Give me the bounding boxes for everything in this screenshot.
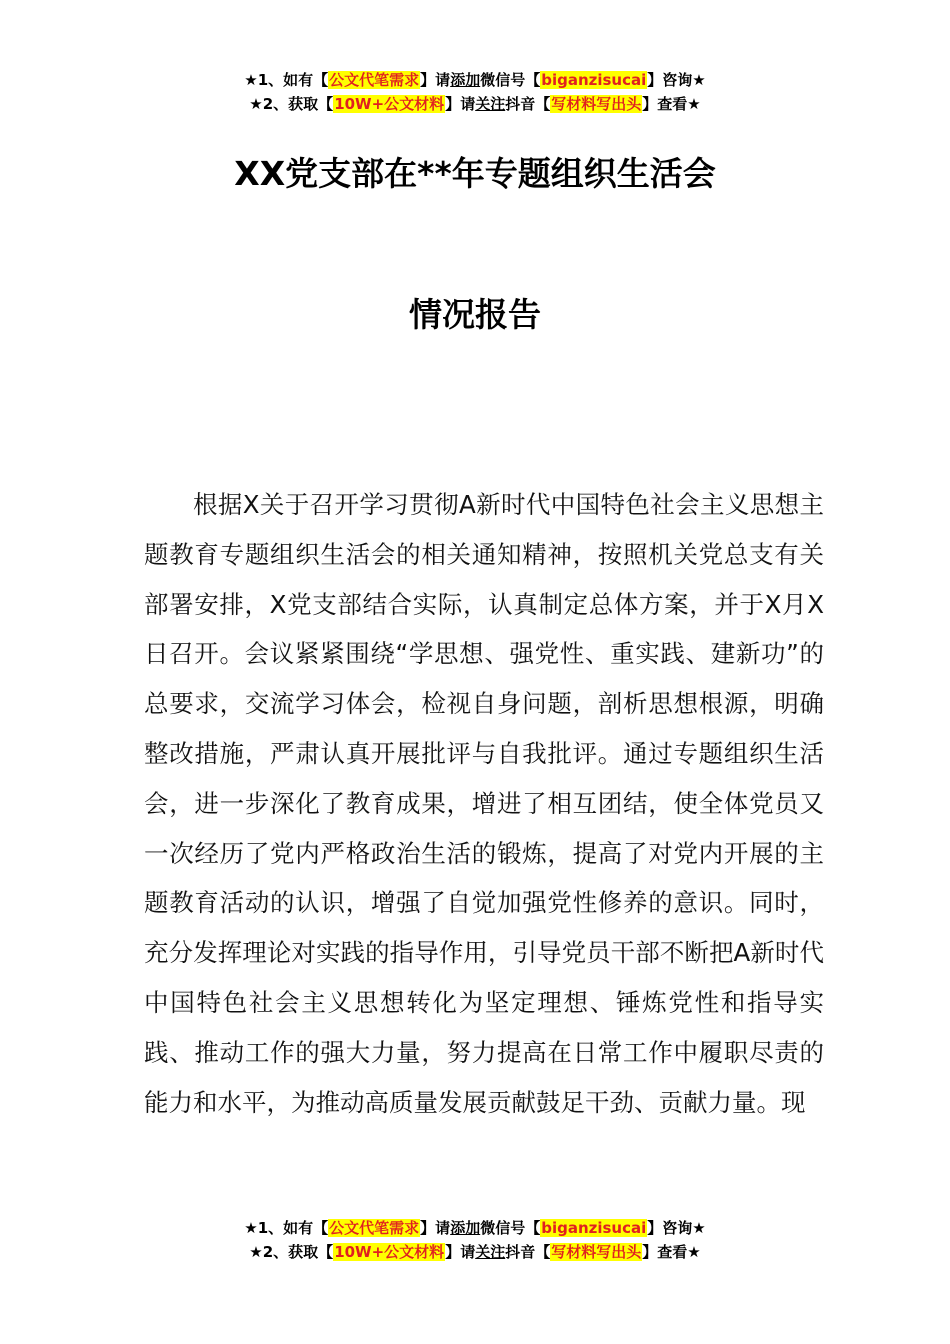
banner-text: 微信号【 [480,1219,541,1237]
header-banner [0,68,950,116]
banner-text: ★2、获取【 [249,95,334,113]
wechat-id: biganzisucai [541,1219,647,1237]
highlight-text: 10W+公文材料 [334,95,445,113]
banner-text: 】请 [445,1243,476,1261]
banner-text: 】查看★ [642,95,701,113]
banner-text: 】咨询★ [647,1219,706,1237]
banner-text: 抖音【 [505,95,551,113]
highlight-text: 10W+公文材料 [334,1243,445,1261]
document-subtitle: 情况报告 [409,295,541,334]
underlined-text: 添加 [450,1219,481,1237]
footer-banner [0,1216,950,1264]
underlined-text: 添加 [450,71,481,89]
highlight-text: 公文代笔需求 [329,71,420,89]
banner-text: ★2、获取【 [249,1243,334,1261]
banner-text: ★1、如有【 [244,1219,329,1237]
banner-text: 微信号【 [480,71,541,89]
banner-text: 】请 [445,95,476,113]
banner-text: 】请 [420,1219,451,1237]
banner-text: 抖音【 [505,1243,551,1261]
banner-line-2 [0,92,950,116]
banner-text: 】查看★ [642,1243,701,1261]
banner-line-1 [0,68,950,92]
highlight-text: 公文代笔需求 [329,1219,420,1237]
banner-line-1 [0,1216,950,1240]
banner-text: ★1、如有【 [244,71,329,89]
body-paragraph: 根据X关于召开学习贯彻A新时代中国特色社会主义思想主题教育专题组织生活会的相关通知精神，按照机关党总支有关部署安排，X党支部结合实际，认真制定总体方案，并于X月X日召开。会议紧紧围绕“学思想、强党性、重实践、建新功”的总要求，交流学习体会，检视自身问题，剖析思想根源，明确整改措施，严肃认真开展批评与自我批评。通过专题组织生活会，进一步深化了教育成果，增进了相互团结，使全体党员又一次经历了党内严格政治生活的锻炼，提高了对党内开展的主题教育活动的认识，增强了自觉加强党性修养的意识。同时，充分发挥理论对实践的指导作用，引导党员干部不断把A新时代中国特色社会主义思想转化为坚定理想、锤炼党性和指导实践、推动工作的强大力量，努力提高在日常工作中履职尽责的能力和水平，为推动高质量发展贡献鼓足干劲、贡献力量。现 [144,490,824,1117]
document-title: XX党支部在**年专题组织生活会 [234,154,716,193]
banner-line-2 [0,1240,950,1264]
douyin-account: 写材料写出头 [551,95,642,113]
banner-text: 】咨询★ [647,71,706,89]
wechat-id: biganzisucai [541,71,647,89]
banner-text: 】请 [420,71,451,89]
douyin-account: 写材料写出头 [551,1243,642,1261]
underlined-text: 关注 [475,95,506,113]
underlined-text: 关注 [475,1243,506,1261]
